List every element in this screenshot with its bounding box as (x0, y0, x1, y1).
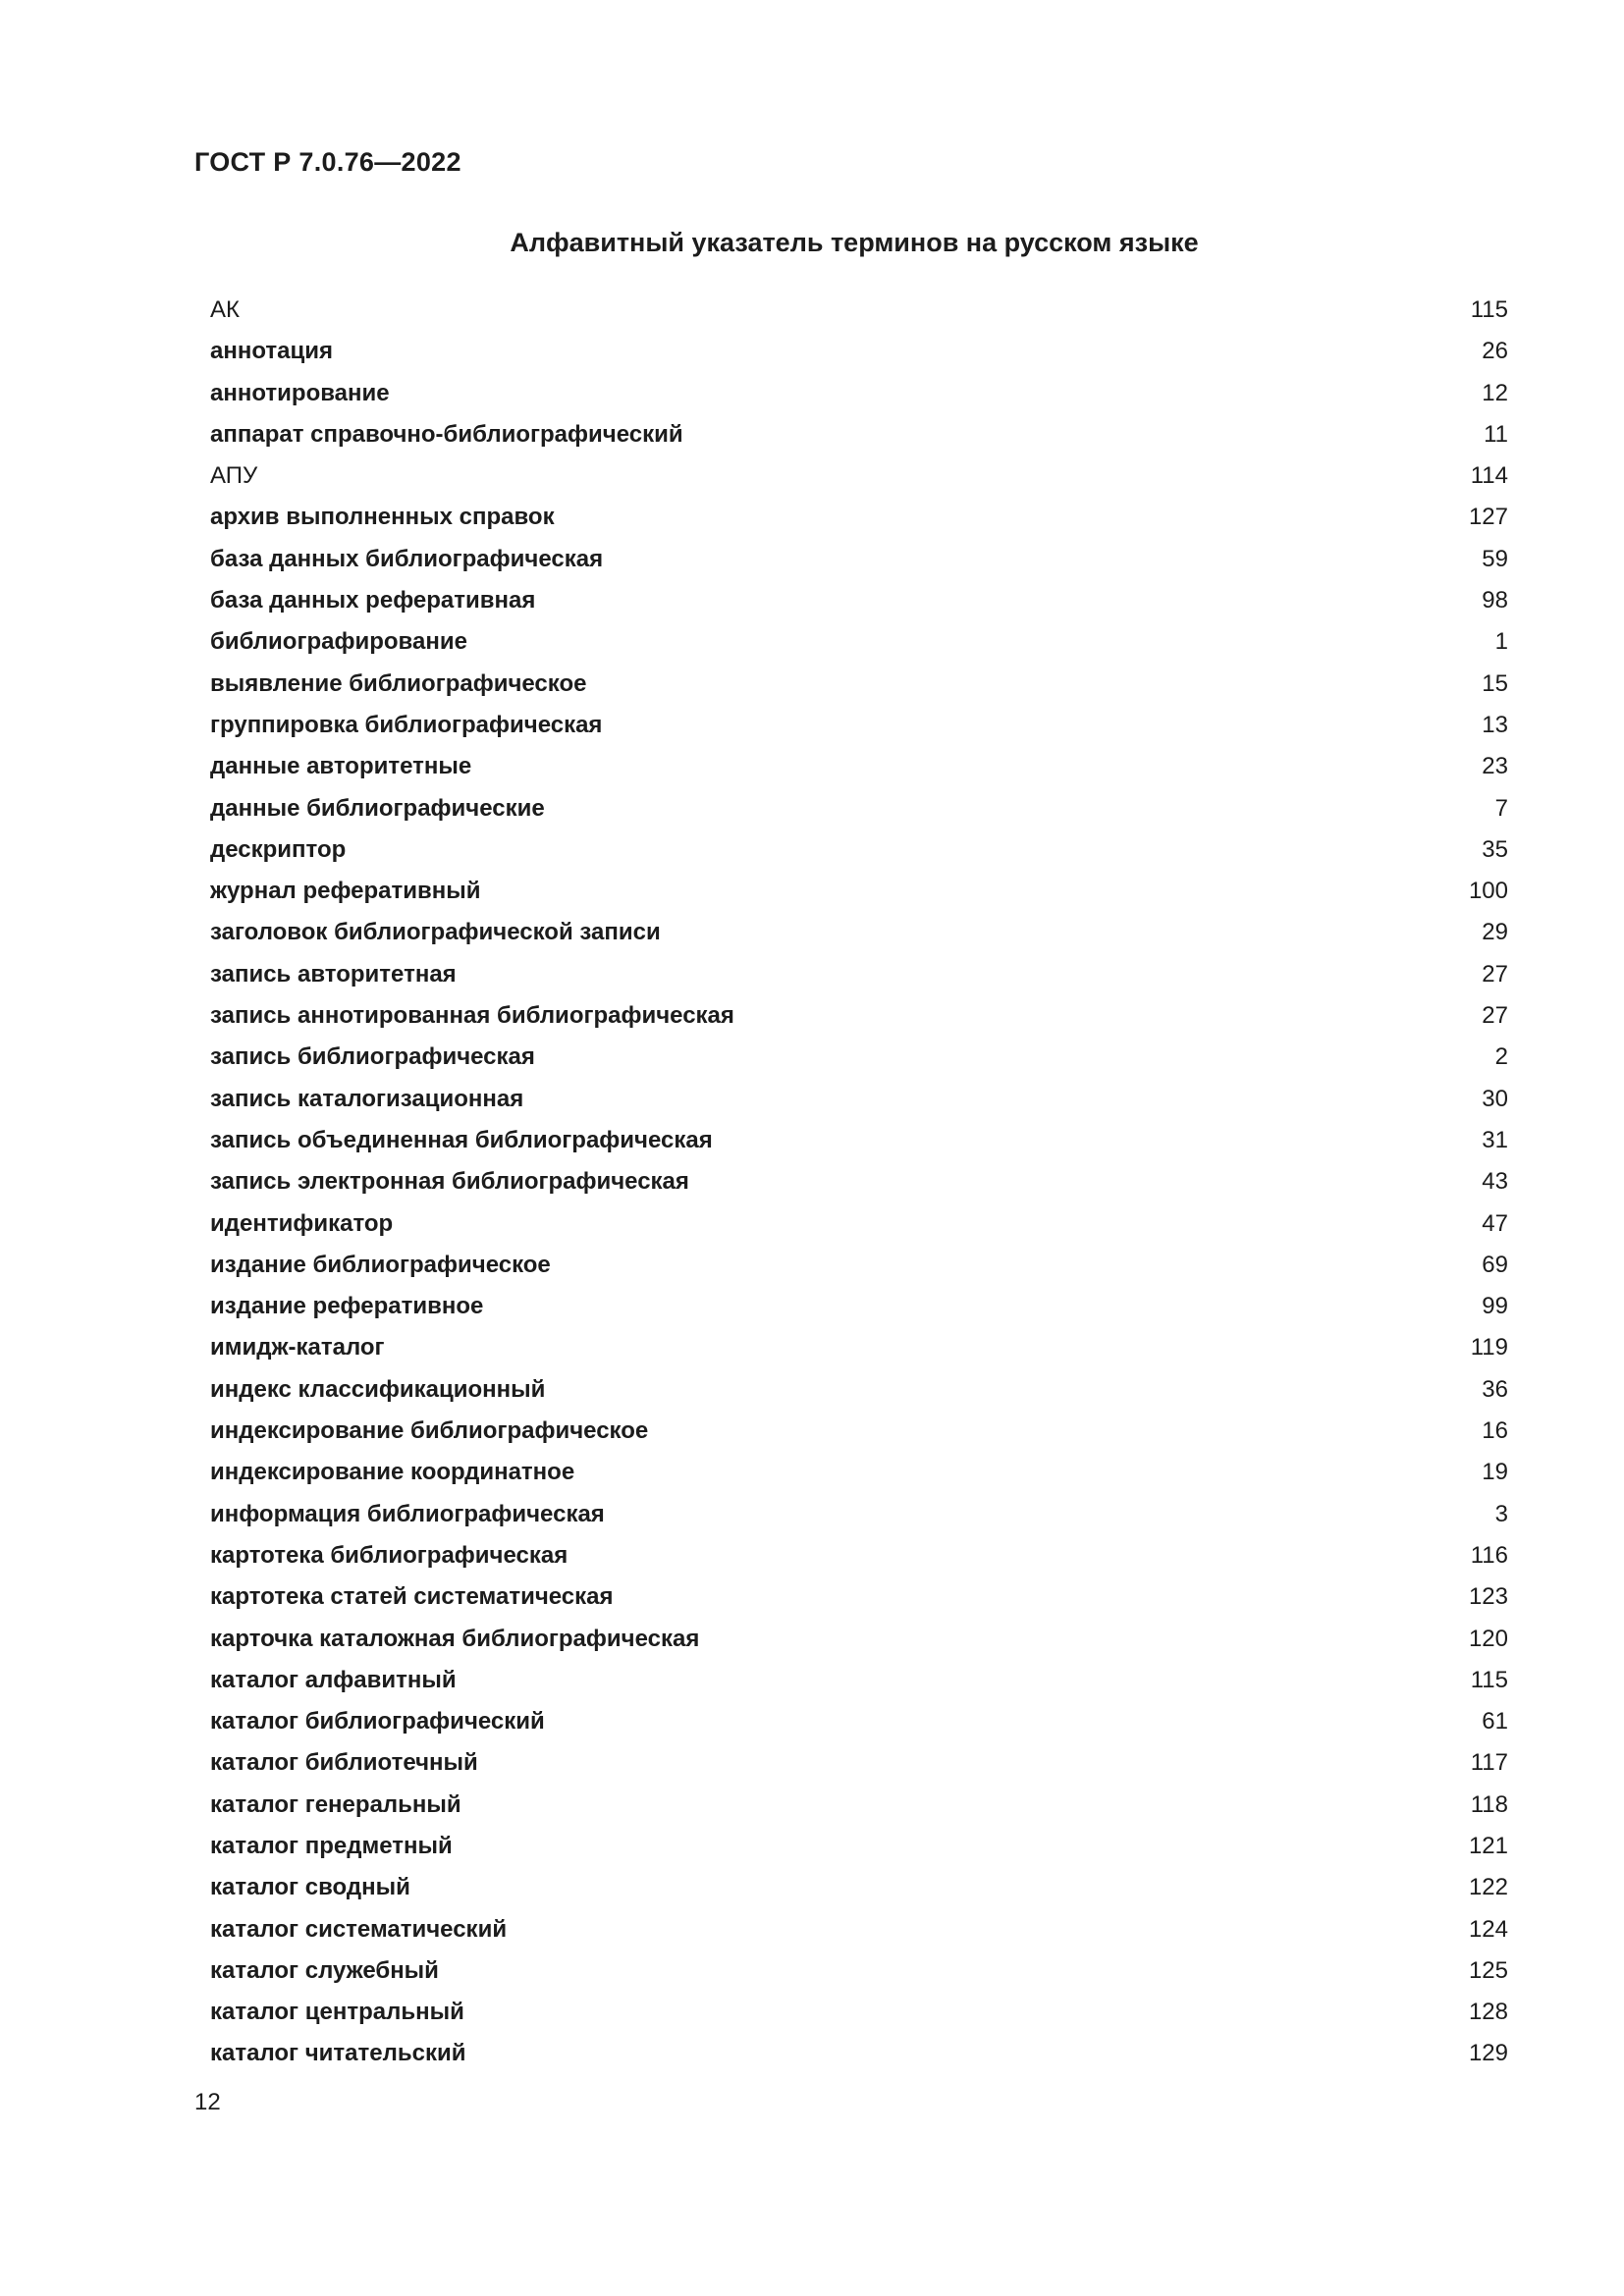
index-entry-row (210, 1494, 1508, 1535)
index-term: каталог сводный (210, 1874, 410, 1901)
index-entry-row (210, 705, 1508, 746)
page-number: 12 (194, 2089, 221, 2115)
index-entry-row (210, 1742, 1508, 1784)
index-term-number: 125 (1468, 1956, 1508, 1984)
index-term: карточка каталожная библиографическая (210, 1625, 700, 1652)
index-term: каталог систематический (210, 1915, 508, 1943)
index-entry-row (210, 664, 1508, 705)
index-term: аппарат справочно-библиографический (210, 420, 683, 448)
index-entry-row (210, 1203, 1508, 1245)
index-term-number: 7 (1494, 794, 1508, 822)
index-term-number: 30 (1482, 1085, 1508, 1112)
index-term: журнал реферативный (210, 878, 481, 905)
index-entry-row (210, 1701, 1508, 1742)
index-entry-row (210, 1245, 1508, 1286)
index-term: каталог алфавитный (210, 1666, 457, 1693)
index-entry-row (210, 539, 1508, 580)
index-term-number: 128 (1468, 1999, 1508, 2026)
index-term-number: 129 (1468, 2040, 1508, 2067)
index-term-number: 15 (1482, 669, 1508, 697)
index-term: каталог читательский (210, 2040, 466, 2067)
index-term-number: 3 (1494, 1500, 1508, 1527)
index-term: аннотация (210, 338, 334, 365)
index-entry-row (210, 1369, 1508, 1411)
index-term-number: 23 (1482, 753, 1508, 780)
index-term: запись каталогизационная (210, 1085, 524, 1112)
index-entry-row (210, 1992, 1508, 2033)
index-term-number: 119 (1470, 1334, 1508, 1362)
index-term: запись авторитетная (210, 960, 457, 988)
index-entry-row (210, 1535, 1508, 1576)
index-entry-row (210, 373, 1508, 414)
index-term: индексирование координатное (210, 1459, 575, 1486)
index-term: каталог генеральный (210, 1790, 461, 1818)
index-term: дескриптор (210, 835, 347, 863)
index-term-number: 115 (1470, 296, 1508, 323)
index-entry-row (210, 1619, 1508, 1660)
index-term-number: 117 (1470, 1749, 1508, 1777)
index-term: каталог предметный (210, 1832, 453, 1859)
index-term-number: 114 (1470, 462, 1508, 490)
index-term: база данных библиографическая (210, 545, 604, 572)
index-entry-row (210, 1286, 1508, 1327)
index-term: база данных реферативная (210, 587, 536, 614)
index-term-number: 36 (1482, 1375, 1508, 1403)
index-entry-row (210, 954, 1508, 995)
index-term-number: 118 (1470, 1790, 1508, 1818)
index-term: запись объединенная библиографическая (210, 1126, 713, 1153)
index-term-number: 120 (1468, 1625, 1508, 1652)
index-entry-row (210, 912, 1508, 953)
index-entry-row (210, 1785, 1508, 1826)
index-term: аннотирование (210, 379, 390, 406)
index-term: заголовок библиографической записи (210, 919, 661, 946)
index-term: каталог библиотечный (210, 1749, 478, 1777)
index-term-number: 127 (1468, 504, 1508, 531)
index-term: картотека библиографическая (210, 1541, 568, 1569)
index-term-number: 11 (1484, 420, 1508, 448)
index-term: АК (210, 296, 240, 323)
index-term: данные авторитетные (210, 753, 472, 780)
index-term-number: 121 (1468, 1832, 1508, 1859)
index-entry-row (210, 331, 1508, 372)
index-term-number: 43 (1482, 1168, 1508, 1196)
index-entry-row (210, 1909, 1508, 1950)
index-term: каталог библиографический (210, 1708, 545, 1735)
index-term: идентификатор (210, 1209, 394, 1237)
index-entry-row (210, 621, 1508, 663)
index-entry-row (210, 995, 1508, 1037)
index-term: запись библиографическая (210, 1043, 535, 1071)
index-term-number: 47 (1482, 1209, 1508, 1237)
index-term-number: 16 (1482, 1417, 1508, 1445)
index-entry-row (210, 1452, 1508, 1493)
index-term-number: 99 (1482, 1293, 1508, 1320)
index-term: издание библиографическое (210, 1251, 551, 1278)
index-term-number: 1 (1494, 628, 1508, 656)
index-entry-row (210, 414, 1508, 455)
index-term-number: 29 (1482, 919, 1508, 946)
index-entry-row (210, 1826, 1508, 1867)
index-entry-row (210, 1950, 1508, 1992)
index-title: Алфавитный указатель терминов на русском языке (510, 228, 1199, 257)
index-term-number: 26 (1482, 338, 1508, 365)
index-term: издание реферативное (210, 1293, 484, 1320)
index-entry-row (210, 1660, 1508, 1701)
index-term: данные библиографические (210, 794, 545, 822)
index-term-number: 59 (1482, 545, 1508, 572)
index-entry-row (210, 1079, 1508, 1120)
index-entry-row (210, 290, 1508, 331)
index-entry-row (210, 497, 1508, 538)
index-term: имидж-каталог (210, 1334, 385, 1362)
index-entry-row (210, 455, 1508, 497)
index-entry-row (210, 746, 1508, 787)
index-term: каталог центральный (210, 1999, 464, 2026)
index-term-number: 122 (1468, 1874, 1508, 1901)
index-term: индексирование библиографическое (210, 1417, 649, 1445)
index-entry-row (210, 1867, 1508, 1908)
index-entry-row (210, 788, 1508, 829)
index-entry-row (210, 1120, 1508, 1161)
index-term: картотека статей систематическая (210, 1583, 614, 1611)
index-term: АПУ (210, 462, 258, 490)
index-term-number: 100 (1468, 878, 1508, 905)
index-term-number: 35 (1482, 835, 1508, 863)
index-entry-row (210, 871, 1508, 912)
index-term: архив выполненных справок (210, 504, 555, 531)
document-standard-header: ГОСТ Р 7.0.76—2022 (194, 147, 461, 177)
index-entry-row (210, 1576, 1508, 1618)
index-term: индекс классификационный (210, 1375, 546, 1403)
index-term: запись аннотированная библиографическая (210, 1002, 734, 1030)
index-term-number: 124 (1468, 1915, 1508, 1943)
index-term-number: 2 (1494, 1043, 1508, 1071)
index-term-number: 98 (1482, 587, 1508, 614)
index-entry-row (210, 1411, 1508, 1452)
index-term-number: 13 (1482, 711, 1508, 738)
index-entry-row (210, 2033, 1508, 2074)
index-entry-row (210, 829, 1508, 871)
index-entry-row (210, 580, 1508, 621)
index-entry-row (210, 1327, 1508, 1368)
index-term: библиографирование (210, 628, 467, 656)
index-term-number: 27 (1482, 960, 1508, 988)
index-term-number: 116 (1470, 1541, 1508, 1569)
index-term: запись электронная библиографическая (210, 1168, 689, 1196)
index-term-number: 69 (1482, 1251, 1508, 1278)
index-entry-row (210, 1161, 1508, 1202)
term-index-list (210, 290, 1508, 2075)
index-term-number: 61 (1482, 1708, 1508, 1735)
index-term: группировка библиографическая (210, 711, 603, 738)
index-term-number: 31 (1482, 1126, 1508, 1153)
index-term-number: 12 (1482, 379, 1508, 406)
index-term-number: 19 (1482, 1459, 1508, 1486)
index-term-number: 27 (1482, 1002, 1508, 1030)
index-term: каталог служебный (210, 1956, 439, 1984)
index-term: выявление библиографическое (210, 669, 587, 697)
index-entry-row (210, 1037, 1508, 1078)
index-term: информация библиографическая (210, 1500, 605, 1527)
index-term-number: 115 (1470, 1666, 1508, 1693)
index-term-number: 123 (1468, 1583, 1508, 1611)
